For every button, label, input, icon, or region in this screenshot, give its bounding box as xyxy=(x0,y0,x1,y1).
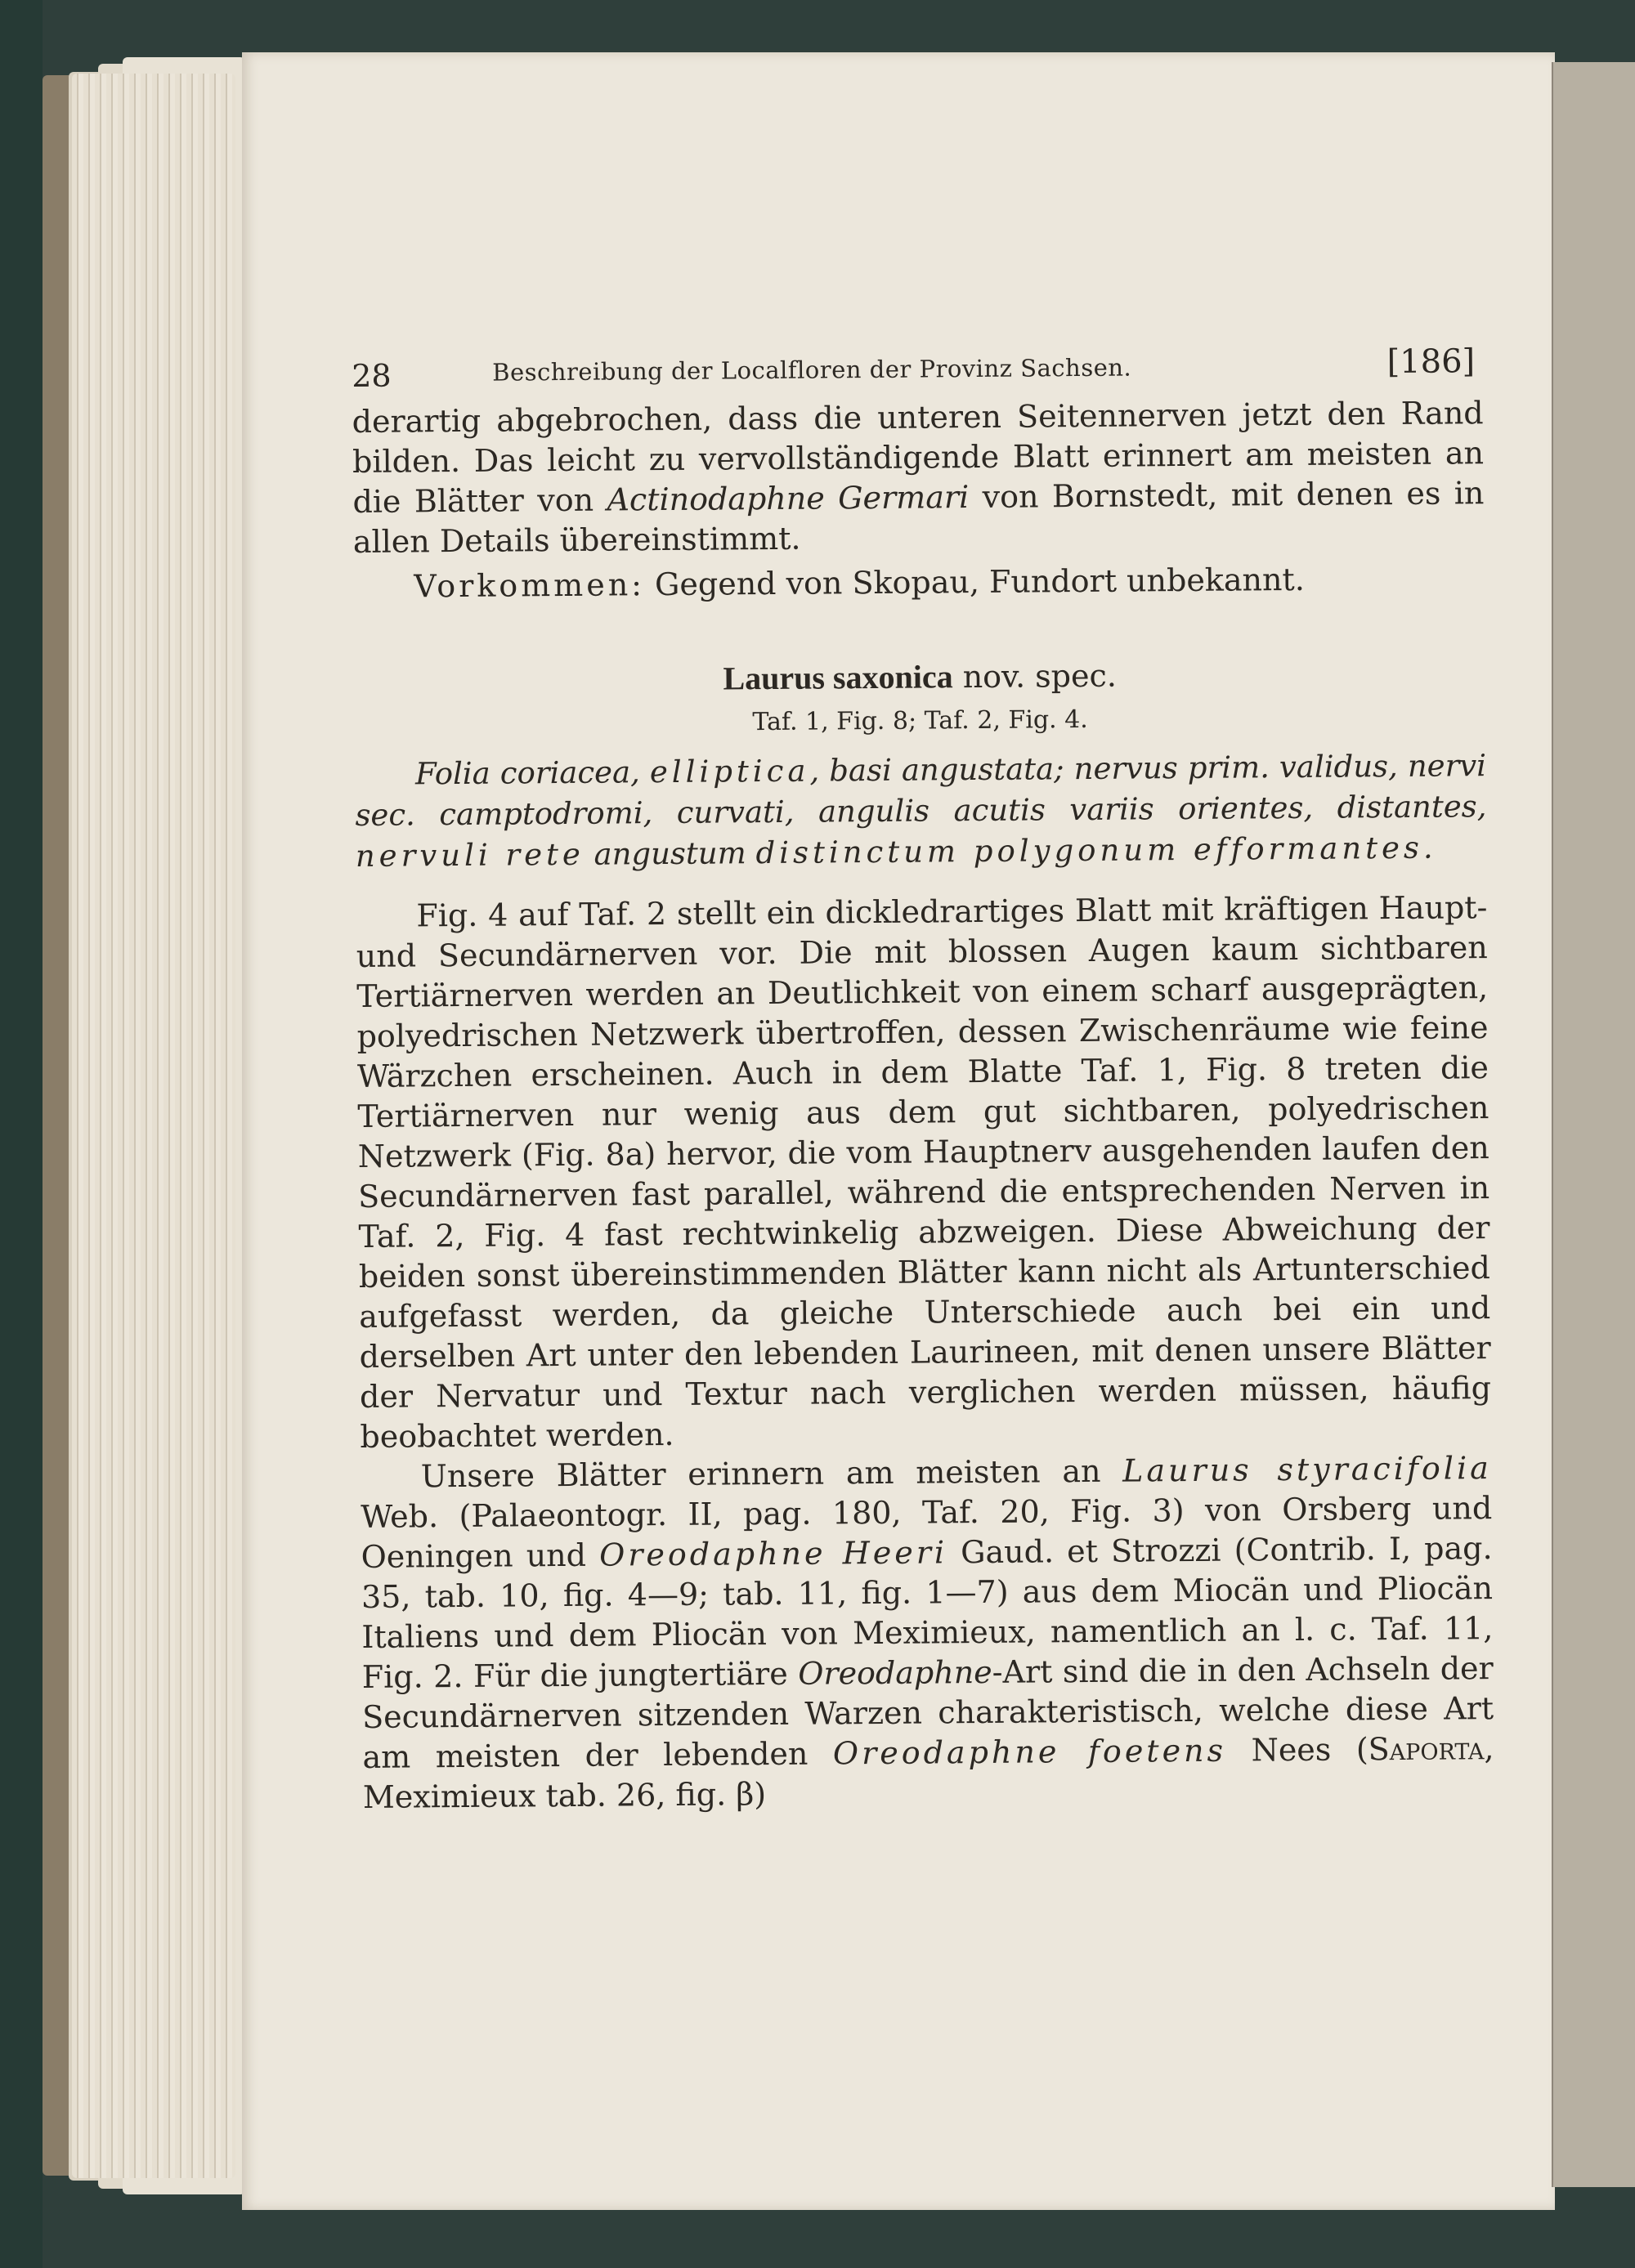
paragraph-text: Web. (Palaeontogr. II, pag. 180, Taf. 20, Fig. 3) von Orsberg und Oeningen und xyxy=(361,1490,1493,1575)
species-name: Laurus saxonica xyxy=(723,658,953,697)
page-stack-lines xyxy=(72,74,235,2178)
diagnosis-part: nervuli rete xyxy=(355,836,585,874)
adjacent-page-edge xyxy=(1552,62,1635,2187)
page-text xyxy=(352,341,1494,1818)
paragraph-text: Nees ( xyxy=(1225,1731,1368,1769)
diagnosis-part: Folia coriacea, xyxy=(414,754,651,792)
diagnosis-part: elliptica xyxy=(649,753,810,790)
intro-tail: von Bornstedt, mit denen es in allen Details übereinstimmt. xyxy=(352,475,1485,560)
species-reference: Laurus styracifolia xyxy=(1122,1450,1492,1489)
species-reference: Oreodaphne Heeri xyxy=(598,1534,948,1573)
plate-reference: Taf. 1, Fig. 8; Taf. 2, Fig. 4. xyxy=(752,705,1088,737)
latin-diagnosis xyxy=(355,745,1487,877)
author-name: Saporta xyxy=(1368,1730,1485,1768)
page-number: 28 xyxy=(352,357,392,394)
paragraph-text: Gaud. et Strozzi (Contrib. I, pag. 35, tab. 10, fig. 4—9; tab. 11, fig. 1—7) aus dem Miocän und Pliocän Italiens und dem Pliocän von Meximieux, namentlich an l. c. Taf. 11, Fig. 2. Für die jungtertiäre xyxy=(361,1530,1494,1695)
intro-paragraph xyxy=(352,393,1485,562)
occurrence-line xyxy=(353,558,1485,607)
original-page-ref: [186] xyxy=(1386,342,1476,382)
species-heading xyxy=(354,652,1485,702)
paragraph-text: , Meximieux tab. 26, fig. β) xyxy=(362,1730,1494,1815)
paragraph-text: Unsere Blätter erinnern am meisten an xyxy=(420,1452,1123,1495)
species-reference: Oreodaphne xyxy=(798,1653,992,1692)
scan-background xyxy=(0,0,43,2268)
diagnosis-part: , basi angustata; nervus prim. validus, nervi sec. camptodromi, curvati, angulis acutis variis orientes, distantes, xyxy=(355,748,1487,833)
running-title: Beschreibung der Localfloren der Provinz Sachsen. xyxy=(492,353,1132,387)
diagnosis-part: angustum xyxy=(584,835,756,872)
paragraph-text: -Art sind die in den Achseln der Secundärnerven sitzenden Warzen charakteristisch, welche diese Art am meisten der lebenden xyxy=(361,1650,1494,1775)
running-head xyxy=(352,341,1483,402)
intro-text: derartig abgebrochen, dass die unteren Seitennerven jetzt den Rand bilden. Das leicht zu vervollständigende Blatt erinnert am meisten an die Blätter von xyxy=(352,395,1485,520)
species-suffix: nov. spec. xyxy=(952,657,1118,696)
species-reference: Oreodaphne foetens xyxy=(832,1732,1227,1772)
description-paragraph: Fig. 4 auf Taf. 2 stellt ein dickledrartiges Blatt mit kräftigen Haupt- und Secundärnerven vor. Die mit blossen Augen kaum sichtbaren Tertiärnerven werden an Deutlichkeit von einem scharf ausgeprägten, polyedrischen Netzwerk übertroffen, dessen Zwischenräume wie feine Wärzchen erscheinen. Auch in dem Blatte Taf. 1, Fig. 8 treten die Tertiärnerven nur wenig aus dem gut sichtbaren, polyedrischen Netzwerk (Fig. 8a) hervor, die vom Hauptnerv ausgehenden laufen den Secundärnerven fast parallel, während die entsprechenden Nerven in Taf. 2, Fig. 4 fast rechtwinkelig abzweigen. Diese Abweichung der beiden sonst übereinstimmenden Blätter kann nicht als Artunterschied aufgefasst werden, da gleiche Unterschiede auch bei ein und derselben Art unter den lebenden Laurineen, mit denen unsere Blätter der Nervatur und Textur nach verglichen werden müssen, häufig beobachtet werden. xyxy=(356,889,1492,1455)
occurrence-label: Vorkommen: xyxy=(414,566,646,605)
diagnosis-part: distinctum polygonum efformantes. xyxy=(755,830,1437,871)
comparison-paragraph xyxy=(361,1448,1494,1818)
occurrence-text: Gegend von Skopau, Fundort unbekannt. xyxy=(644,561,1305,603)
species-reference: Actinodaphne Germari xyxy=(607,479,970,518)
